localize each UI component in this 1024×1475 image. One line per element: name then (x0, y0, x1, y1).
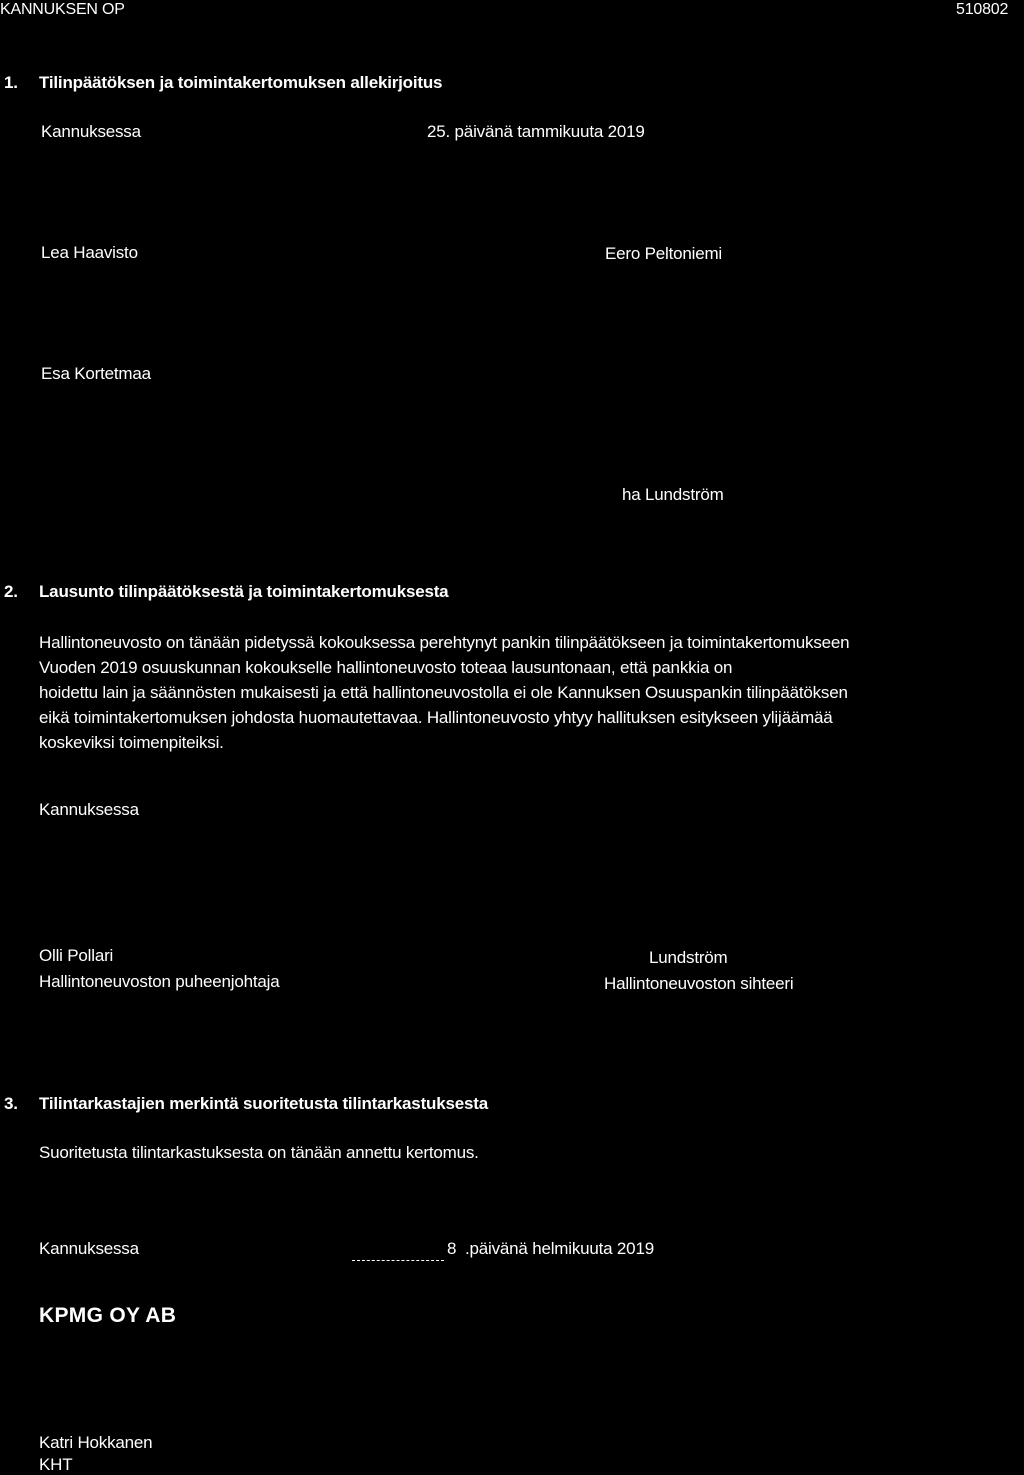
section3-date: .päivänä helmikuuta 2019 (465, 1239, 654, 1258)
section2-number: 2. (4, 582, 18, 601)
section1-number: 1. (4, 73, 18, 92)
auditor-name: Katri Hokkanen (39, 1433, 153, 1452)
section3-day: 8 (447, 1239, 457, 1258)
signer-role: Hallintoneuvoston puheenjohtaja (39, 972, 280, 991)
section2-title: Lausunto tilinpäätöksestä ja toimintakertomuksesta (39, 582, 449, 601)
section1-title: Tilinpäätöksen ja toimintakertomuksen allekirjoitus (39, 73, 443, 92)
section2-place: Kannuksessa (39, 800, 139, 819)
section1-place: Kannuksessa (41, 122, 141, 141)
document-header-number: 510802 (956, 1, 1009, 18)
paragraph-line: eikä toimintakertomuksen johdosta huomautettavaa. Hallintoneuvosto yhtyy hallituksen esitykseen ylijäämää (39, 708, 833, 727)
date-blank-line (352, 1260, 444, 1261)
signer-name: Eero Peltoniemi (605, 244, 723, 263)
auditor-title: KHT (39, 1455, 73, 1474)
signer-name: Lundström (649, 948, 728, 967)
paragraph-line: hoidettu lain ja säännösten mukaisesti ja että hallintoneuvostolla ei ole Kannuksen Osuuspankin tilinpäätöksen (39, 683, 848, 702)
signer-name: ha Lundström (622, 485, 724, 504)
section1-date: 25. päivänä tammikuuta 2019 (427, 122, 645, 141)
section2-paragraph (39, 630, 969, 755)
signer-name: Esa Kortetmaa (41, 364, 151, 383)
document-header-left: KANNUKSEN OP (0, 1, 125, 18)
auditor-company: KPMG OY AB (39, 1304, 177, 1327)
section3-number: 3. (4, 1094, 18, 1113)
section3-text: Suoritetusta tilintarkastuksesta on tänään annettu kertomus. (39, 1143, 479, 1162)
signer-name: Lea Haavisto (41, 243, 138, 262)
signer-role: Hallintoneuvoston sihteeri (604, 974, 794, 993)
section3-title: Tilintarkastajien merkintä suoritetusta tilintarkastuksesta (39, 1094, 488, 1113)
paragraph-line: Hallintoneuvosto on tänään pidetyssä kokouksessa perehtynyt pankin tilinpäätökseen ja toimintakertomukseen (39, 633, 850, 652)
paragraph-line: koskeviksi toimenpiteiksi. (39, 733, 224, 752)
section3-place: Kannuksessa (39, 1239, 139, 1258)
paragraph-line: Vuoden 2019 osuuskunnan kokoukselle hallintoneuvosto toteaa lausuntonaan, että pankkia on (39, 658, 733, 677)
signer-name: Olli Pollari (39, 946, 114, 965)
